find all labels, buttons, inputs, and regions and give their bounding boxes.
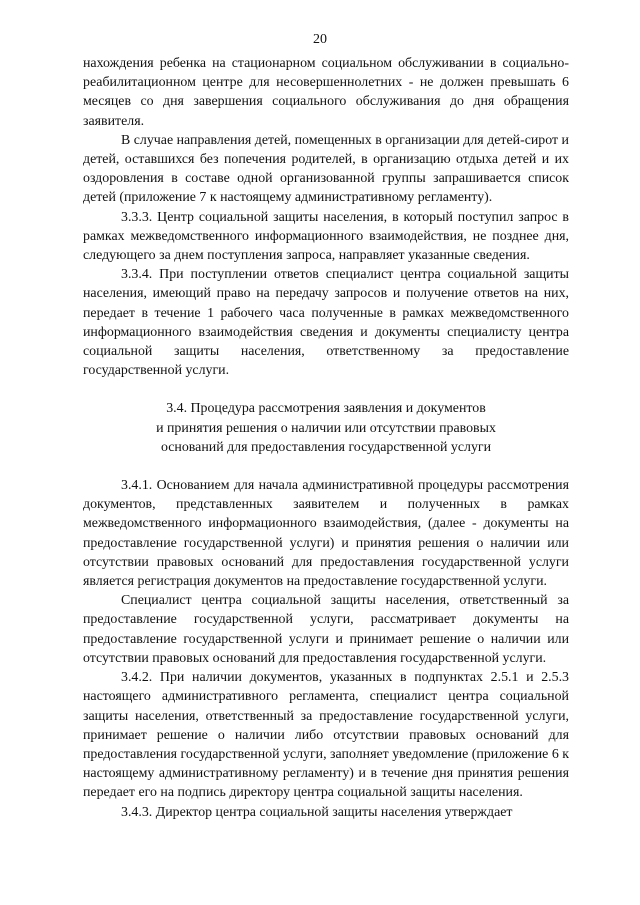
section-heading-3-4 [83,399,569,457]
page-number: 20 [313,32,327,47]
section-heading-line: оснований для предоставления государственной услуги [160,439,492,455]
document-body [83,54,569,822]
paragraph-3-3-4: 3.3.4. При поступлении ответов специалист центра социальной защиты населения, имеющий право на передачу запросов и получение ответов на них, передает в течение 1 рабочего часа полученные в рамках межведомственного информационного взаимодействия сведения и документы специалисту центра социальной защиты населения, ответственному за предоставление государственной услуги. [83,267,569,379]
section-heading-line: 3.4. Процедура рассмотрения заявления и документов [166,401,486,417]
paragraph-3-3-3: 3.3.3. Центр социальной защиты населения, в который поступил запрос в рамках межведомственного информационного взаимодействия, не позднее дня, следующего за днем поступления запроса, направляет указанные сведения. [83,209,569,264]
paragraph-continuation: нахождения ребенка на стационарном социальном обслуживании в социально-реабилитационном центре для несовершеннолетних - не должен превышать 6 месяцев со дня завершения социального обслуживания до дня обращения заявителя. [83,56,569,129]
paragraph-3-4-1: 3.4.1. Основанием для начала административной процедуры рассмотрения документов, представленных заявителем и полученных в рамках межведомственного информационного взаимодействия, (далее - документы на предоставление государственной услуги) и принятия решения о наличии или отсутствии правовых оснований для предоставления государственной услуги является регистрация документов на предоставление государственной услуги. [83,478,569,590]
section-heading-line: и принятия решения о наличии или отсутствии правовых [156,420,496,436]
paragraph-orphan-children-group: В случае направления детей, помещенных в организации для детей-сирот и детей, оставшихся без попечения родителей, в организацию отдыха детей и их оздоровления в составе одной организованной группы запрашивается список детей (приложение 7 к настоящему административному регламенту). [83,132,569,206]
paragraph-specialist-review: Специалист центра социальной защиты населения, ответственный за предоставление государственной услуги, рассматривает документы на предоставление государственной услуги и принимает решение о наличии или отсутствии правовых оснований для предоставления государственной услуги. [83,593,569,666]
paragraph-3-4-3: 3.4.3. Директор центра социальной защиты населения утверждает [121,804,513,820]
paragraph-3-4-2: 3.4.2. При наличии документов, указанных в подпунктах 2.5.1 и 2.5.3 настоящего административного регламента, специалист центра социальной защиты населения, ответственный за предоставление государственной услуги, принимает решение о наличии либо отсутствии правовых оснований для предоставления государственной услуги, заполняет уведомление (приложение 6 к настоящему административному регламенту) и в течение дня принятия решения передает его на подпись директору центра социальной защиты населения. [83,670,569,801]
